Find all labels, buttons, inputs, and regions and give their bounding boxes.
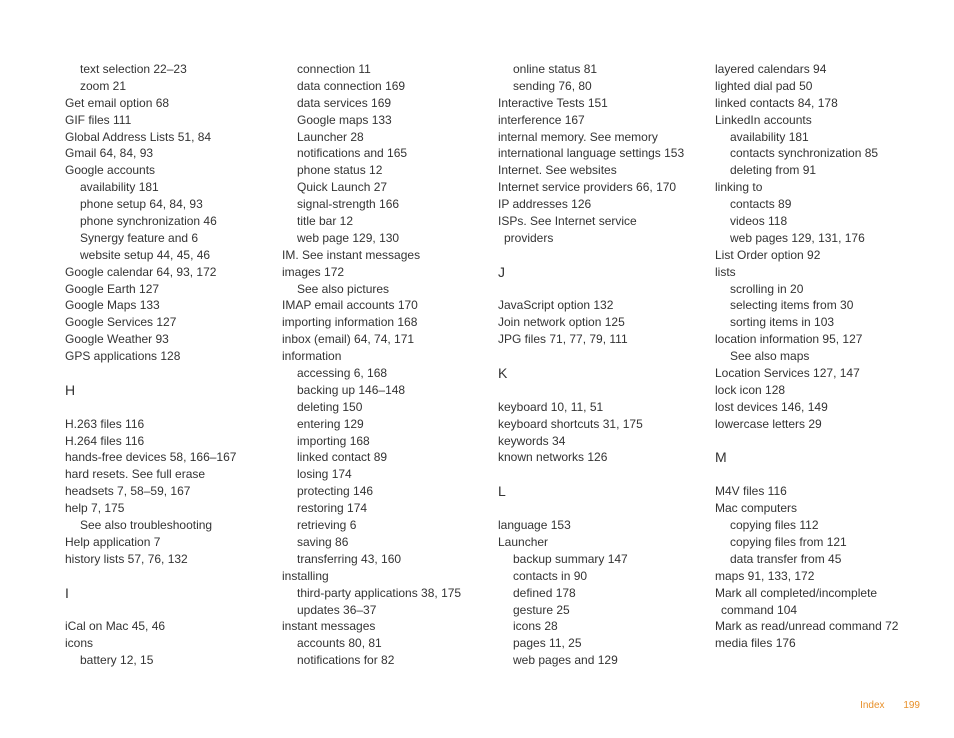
index-entry: JavaScript option 132 [498,298,614,313]
index-entry: maps 91, 133, 172 [715,568,815,583]
index-subentry: third-party applications 38, 175 [297,585,462,600]
index-column-4 [715,61,920,652]
index-subentry: accessing 6, 168 [297,366,388,381]
section-letter: J [498,263,505,280]
index-subentry: retrieving 6 [297,518,357,533]
index-subentry: battery 12, 15 [80,653,154,668]
index-subentry: See also troubleshooting [80,518,213,533]
index-entry: Interactive Tests 151 [498,95,608,110]
index-entry: interference 167 [498,112,585,127]
index-entry: instant messages [282,619,376,634]
page-number: 199 [903,700,920,711]
index-subentry: losing 174 [297,467,352,482]
index-subentry: notifications and 165 [297,146,408,161]
spacer [715,433,920,450]
index-entry: ISPs. See Internet service [498,214,637,229]
index-entry: GPS applications 128 [65,349,181,364]
index-subentry: online status 81 [513,62,598,76]
section-letter: M [715,449,727,466]
index-entry: lock icon 128 [715,382,786,397]
index-subentry: sorting items in 103 [730,315,835,330]
index-entry: Get email option 68 [65,95,170,110]
index-entry: lost devices 146, 149 [715,399,828,414]
index-entry: keywords 34 [498,433,566,448]
index-entry: Internet. See websites [498,163,617,178]
index-entry: hard resets. See full erase [65,467,206,482]
index-entry: Google accounts [65,163,156,178]
index-entry: lowercase letters 29 [715,416,822,431]
index-entry: M4V files 116 [715,484,787,499]
index-subentry: backing up 146–148 [297,382,406,397]
index-entry: language 153 [498,518,571,533]
index-entry: Google calendar 64, 93, 172 [65,264,217,279]
section-letter: I [65,584,69,601]
index-entry-continuation: command 104 [721,602,798,617]
section-letter: K [498,365,508,382]
index-entry: H.263 files 116 [65,416,145,431]
index-subentry: See also pictures [297,281,390,296]
index-entry: linking to [715,180,763,195]
index-entry: Mark as read/unread command 72 [715,619,899,634]
index-entry: lists [715,264,736,279]
index-entry: GIF files 111 [65,112,132,127]
index-entry: known networks 126 [498,450,608,465]
index-entry: IM. See instant messages [282,247,421,262]
index-entry: Google Weather 93 [65,332,169,347]
index-subentry: defined 178 [513,585,576,600]
index-column-1 [65,61,270,669]
index-entry: headsets 7, 58–59, 167 [65,484,191,499]
index-subentry: web page 129, 130 [297,230,400,245]
index-entry: Join network option 125 [498,315,625,330]
index-entry: Launcher [498,534,549,549]
index-subentry: availability 181 [730,129,809,144]
footer-section-label: Index [860,700,885,711]
index-subentry: videos 118 [730,214,788,229]
index-subentry: backup summary 147 [513,551,628,566]
index-subentry: entering 129 [297,416,364,431]
index-entry: iCal on Mac 45, 46 [65,619,166,634]
index-subentry: sending 76, 80 [513,78,592,93]
index-entry: internal memory. See memory [498,129,658,144]
index-entry: Google Services 127 [65,315,177,330]
index-entry: images 172 [282,264,345,279]
index-subentry: web pages and 129 [513,653,618,668]
index-subentry: Quick Launch 27 [297,180,388,195]
index-entry: keyboard shortcuts 31, 175 [498,416,643,431]
index-entry: Internet service providers 66, 170 [498,180,677,195]
index-subentry: accounts 80, 81 [297,636,382,651]
spacer [65,602,270,619]
index-subentry: signal-strength 166 [297,197,400,212]
index-subentry: text selection 22–23 [80,62,187,76]
index-subentry: Launcher 28 [297,129,364,144]
index-entry: List Order option 92 [715,247,821,262]
index-subentry: importing 168 [297,433,370,448]
index-entry: keyboard 10, 11, 51 [498,399,604,414]
spacer [65,568,270,585]
index-subentry: contacts 89 [730,197,792,212]
index-subentry: transferring 43, 160 [297,551,402,566]
index-subentry: copying files from 121 [730,534,847,549]
index-subentry: deleting 150 [297,399,363,414]
index-subentry: website setup 44, 45, 46 [80,247,211,262]
index-subentry: connection 11 [297,62,371,76]
index-entry: JPG files 71, 77, 79, 111 [498,332,628,347]
index-entry: media files 176 [715,636,796,651]
index-column-3 [498,61,703,669]
index-entry: Location Services 127, 147 [715,366,860,381]
spacer [65,365,270,382]
index-subentry: copying files 112 [730,518,819,533]
spacer [715,466,920,483]
index-entry: history lists 57, 76, 132 [65,551,188,566]
index-entry: lighted dial pad 50 [715,78,813,93]
index-subentry: data transfer from 45 [730,551,842,566]
page-footer [860,700,920,711]
index-subentry: scrolling in 20 [730,281,804,296]
spacer [498,500,703,517]
index-subentry: selecting items from 30 [730,298,854,313]
index-subentry: data connection 169 [297,78,406,93]
index-subentry: notifications for 82 [297,653,395,668]
index-subentry: gesture 25 [513,602,570,617]
index-entry: LinkedIn accounts [715,112,812,127]
index-entry: information [282,349,342,364]
index-entry: Gmail 64, 84, 93 [65,146,154,161]
index-subentry: availability 181 [80,180,159,195]
index-column-2 [282,61,487,669]
index-entry: linked contacts 84, 178 [715,95,838,110]
index-entry: Google Maps 133 [65,298,160,313]
index-entry: icons [65,636,94,651]
index-entry: help 7, 175 [65,501,125,516]
spacer [498,348,703,365]
index-subentry: protecting 146 [297,484,374,499]
index-subentry: phone synchronization 46 [80,214,217,229]
section-letter: H [65,381,76,398]
index-entry: international language settings 153 [498,146,685,161]
index-subentry: contacts in 90 [513,568,588,583]
index-subentry: updates 36–37 [297,602,377,617]
index-entry: importing information 168 [282,315,418,330]
index-subentry: icons 28 [513,619,558,634]
index-entry: Google Earth 127 [65,281,160,296]
index-subentry: See also maps [730,349,810,364]
spacer [498,466,703,483]
index-subentry: pages 11, 25 [513,636,582,651]
index-entry: H.264 files 116 [65,433,145,448]
index-entry: Mac computers [715,501,798,516]
index-subentry: title bar 12 [297,214,354,229]
spacer [498,281,703,298]
spacer [498,247,703,264]
index-entry: hands-free devices 58, 166–167 [65,450,237,465]
index-entry: inbox (email) 64, 74, 171 [282,332,415,347]
spacer [498,382,703,399]
index-entry: location information 95, 127 [715,332,863,347]
spacer [65,399,270,416]
index-subentry: phone status 12 [297,163,383,178]
index-subentry: deleting from 91 [730,163,817,178]
index-entry: Global Address Lists 51, 84 [65,129,212,144]
index-entry: Mark all completed/incomplete [715,585,878,600]
index-entry: IMAP email accounts 170 [282,298,418,313]
index-entry: installing [282,568,329,583]
index-entry-continuation: providers [504,230,554,245]
index-subentry: data services 169 [297,95,392,110]
index-entry: Help application 7 [65,534,161,549]
index-subentry: Synergy feature and 6 [80,230,199,245]
index-entry: layered calendars 94 [715,62,827,76]
index-subentry: phone setup 64, 84, 93 [80,197,203,212]
index-subentry: Google maps 133 [297,112,392,127]
section-letter: L [498,483,506,500]
index-subentry: web pages 129, 131, 176 [730,230,865,245]
index-entry: IP addresses 126 [498,197,592,212]
index-subentry: linked contact 89 [297,450,388,465]
index-subentry: restoring 174 [297,501,368,516]
index-subentry: saving 86 [297,534,349,549]
index-subentry: contacts synchronization 85 [730,146,879,161]
index-subentry: zoom 21 [80,78,127,93]
